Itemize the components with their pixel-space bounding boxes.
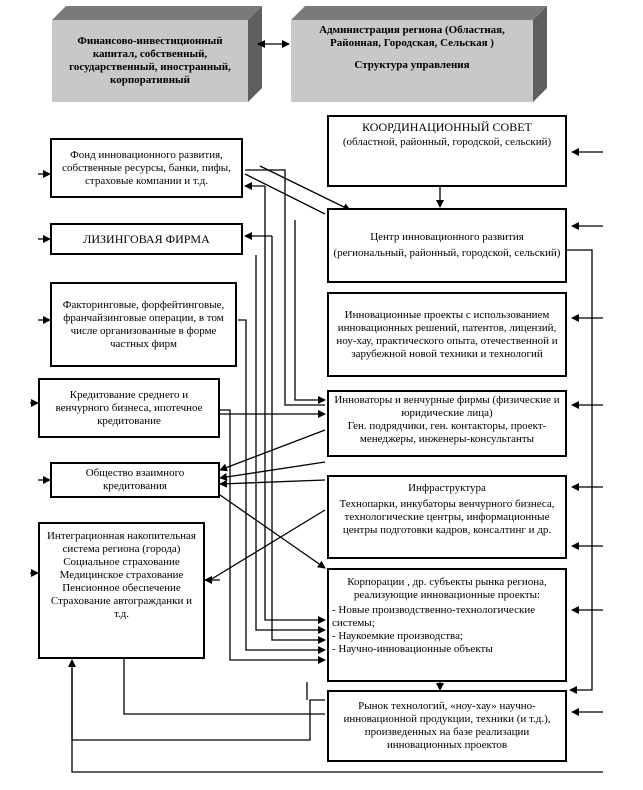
- integration-item: Страхование автогражданки и т.д.: [50, 595, 193, 620]
- box3d-top-left: [52, 6, 262, 20]
- capital-box: [52, 20, 248, 102]
- capital-text: Финансово-инвестиционный капитал, собственный, государственный, иностранный, корпоративный: [69, 35, 231, 86]
- credit-box: [38, 378, 220, 438]
- innovators-title: Инноваторы и венчурные фирмы (физические и юридические лица): [334, 394, 560, 419]
- integration-title: Интеграционная накопительная система региона (города): [46, 530, 196, 555]
- technology-market-text: Рынок технологий, «ноу-хау» научно-инновационной продукции, техники (и т.д.), произведенных на базе реализации инновационных проектов: [343, 700, 551, 751]
- corporations-box: [327, 568, 567, 682]
- credit-text: Кредитование среднего и венчурного бизнеса, ипотечное кредитование: [55, 388, 203, 427]
- leasing-box: [50, 223, 243, 255]
- innovation-center-subtitle: (региональный, районный, городской, сельский): [333, 247, 561, 259]
- integration-item: Пенсионное обеспечение: [62, 582, 181, 594]
- corporations-item: - Новые производственно-технологические системы;: [332, 604, 536, 629]
- administration-box: [291, 20, 533, 102]
- corporations-title: Корпорации , др. субъекты рынка региона, реализующие инновационные проекты:: [347, 576, 547, 601]
- council-title: КООРДИНАЦИОННЫЙ СОВЕТ: [362, 120, 532, 134]
- administration-subtitle: Структура управления: [354, 59, 470, 71]
- infrastructure-box: [327, 475, 567, 559]
- mutual-credit-text: Общество взаимного кредитования: [85, 467, 185, 492]
- innovation-center-title: Центр инновационного развития: [370, 231, 524, 243]
- corporations-item: - Наукоемкие производства;: [332, 630, 464, 642]
- corporations-item: - Научно-инновационные объекты: [332, 643, 493, 655]
- infrastructure-title: Инфраструктура: [408, 482, 486, 494]
- innovators-box: [327, 390, 567, 457]
- projects-box: [327, 292, 567, 377]
- infrastructure-text: Технопарки, инкубаторы венчурного бизнеса, технологические центры, информационные центры подготовки кадров, консалтинг и др.: [339, 498, 555, 536]
- council-box: [327, 115, 567, 187]
- fund-text: Фонд инновационного развития, собственные ресурсы, банки, пифы, страховые компании и т.д.: [62, 148, 231, 187]
- integration-box: [38, 522, 205, 659]
- box3d-top-right: [291, 6, 547, 20]
- mutual-credit-box: [50, 462, 220, 498]
- innovators-subtitle: Ген. подрядчики, ген. контакторы, проект-менеджеры, инженеры-консультанты: [347, 420, 547, 445]
- council-subtitle: (областной, районный, городской, сельский): [342, 136, 552, 148]
- fund-box: [50, 138, 243, 198]
- integration-item: Социальное страхование: [63, 556, 180, 568]
- integration-item: Медицинское страхование: [59, 569, 184, 581]
- factoring-text: Факторинговые, форфейтинговые, франчайзинговые операции, в том числе организованные в форме частных фирм: [62, 298, 225, 350]
- innovation-center-box: [327, 208, 567, 283]
- administration-title: Администрация региона (Областная, Районная, Городская, Сельская ): [319, 24, 505, 49]
- leasing-text: ЛИЗИНГОВАЯ ФИРМА: [83, 231, 210, 246]
- technology-market-box: [327, 690, 567, 762]
- factoring-box: [50, 282, 237, 367]
- projects-text: Инновационные проекты с использованием инновационных решений, патентов, лицензий, ноу-хау, практического опыта, отечественной и зарубежной новой техники и технологий: [336, 308, 558, 360]
